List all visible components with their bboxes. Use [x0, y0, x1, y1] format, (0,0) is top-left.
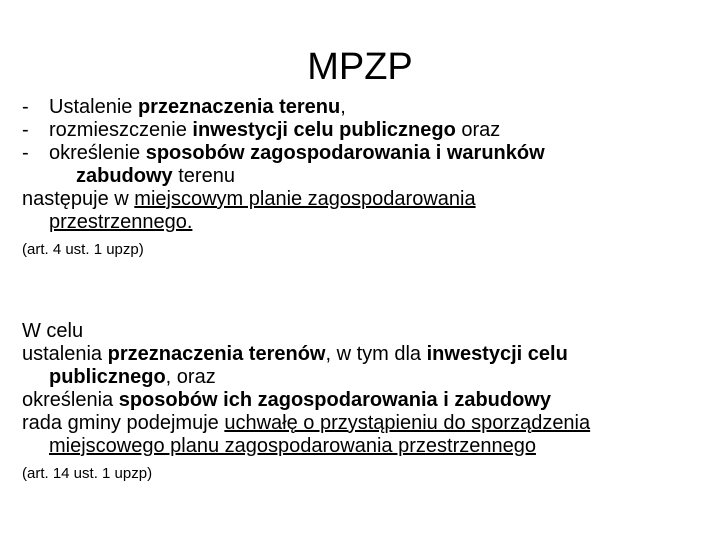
- bold-text: przeznaczenia terenów: [107, 343, 326, 365]
- list-item-2: [22, 119, 702, 142]
- text: , w tym dla: [325, 343, 427, 365]
- dash: -: [22, 119, 29, 141]
- text: terenu: [172, 165, 235, 187]
- dash: -: [22, 142, 29, 164]
- list-item-1: [22, 96, 702, 119]
- underlined-text: uchwałę o przystąpieniu do sporządzenia: [224, 412, 591, 434]
- bold-text: przeznaczenia terenu: [137, 96, 341, 118]
- paragraph-2: [22, 320, 702, 484]
- reference-2: (art. 14 ust. 1 upzp): [22, 465, 153, 482]
- line-4-cont: [22, 211, 702, 234]
- line-2-cont: [22, 366, 702, 389]
- line-4: [22, 188, 702, 211]
- line-4: [22, 412, 702, 435]
- underlined-text: miejscowego planu zagospodarowania przestrzennego: [49, 435, 536, 457]
- line-3: [22, 389, 702, 412]
- reference-1: (art. 4 ust. 1 upzp): [22, 241, 144, 258]
- text: następuje w: [22, 188, 135, 210]
- paragraph-1: [22, 96, 702, 260]
- text: ,: [340, 96, 346, 118]
- list-item-3: [22, 142, 702, 165]
- text: Ustalenie: [49, 96, 138, 118]
- title-text: MPZP: [307, 46, 413, 88]
- line-4-cont: [22, 435, 702, 458]
- text: oraz: [455, 119, 501, 141]
- bold-text: inwestycji celu: [426, 343, 568, 365]
- text: , oraz: [165, 366, 216, 388]
- bold-text: zabudowy: [76, 165, 173, 187]
- underlined-text: przestrzennego.: [49, 211, 193, 233]
- text: ustalenia: [22, 343, 108, 365]
- dash: -: [22, 96, 29, 118]
- text: określenie: [49, 142, 146, 164]
- slide-title: [0, 44, 720, 90]
- underlined-text: miejscowym planie zagospodarowania: [134, 188, 476, 210]
- line-2: [22, 343, 702, 366]
- bold-text: sposobów ich zagospodarowania i zabudowy: [118, 389, 551, 411]
- text: określenia: [22, 389, 119, 411]
- text: rada gminy podejmuje: [22, 412, 225, 434]
- line-1: W celu: [22, 320, 84, 342]
- bold-text: sposobów zagospodarowania i warunków: [145, 142, 545, 164]
- list-item-3-cont: [22, 165, 702, 188]
- bold-text: publicznego: [49, 366, 166, 388]
- bold-text: inwestycji celu publicznego: [192, 119, 456, 141]
- text: rozmieszczenie: [49, 119, 193, 141]
